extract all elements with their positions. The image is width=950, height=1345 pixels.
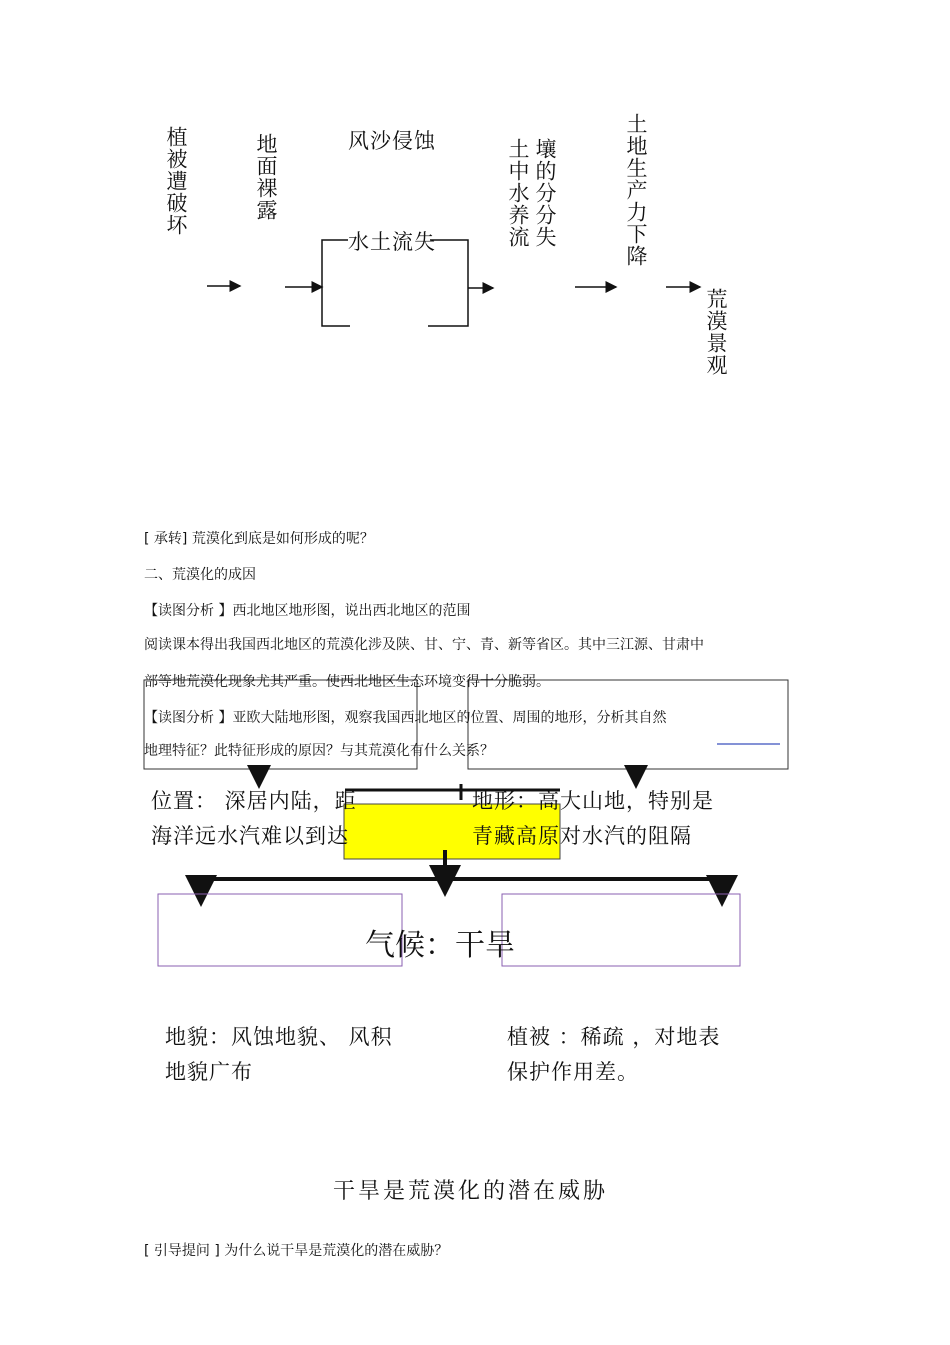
- paragraph-line-1: 阅读课本得出我国西北地区的荒漠化涉及陕、甘、宁、青、新等省区。其中三江源、甘肃中: [144, 637, 704, 653]
- analysis-prompt-1: 【读图分析 】西北地区地形图，说出西北地区的范围: [144, 603, 471, 619]
- flow-step-vegetation-destroyed: 植被遭破坏: [164, 126, 188, 236]
- flow-step-productivity-decline: 土地生产力下降: [624, 113, 648, 267]
- flow-bracket: [322, 240, 350, 326]
- paragraph-line-2: 部等地荒漠化现象尤其严重。使西北地区生态环境变得十分脆弱。: [144, 674, 550, 690]
- climate-label: 气候：干旱: [365, 928, 515, 963]
- flow-branch-wind-erosion: 风沙侵蚀: [348, 129, 436, 153]
- analysis-prompt-2-line2: 地理特征？此特征形成的原因？与其荒漠化有什么关系？: [144, 743, 494, 759]
- guide-question: [ 引导提问 ] 为什么说干旱是荒漠化的潜在威胁？: [144, 1243, 449, 1259]
- flow-branch-soil-loss: 水土流失: [348, 230, 436, 254]
- analysis-prompt-2-line1: 【读图分析 】亚欧大陆地形图，观察我国西北地区的位置、周围的地形，分析其自然: [144, 710, 667, 726]
- terrain-text-line2: 青藏高原对水汽的阻隔: [472, 824, 692, 848]
- flow-step-soil-nutrient-col1: 土中水养流: [506, 138, 530, 248]
- flow-step-bare-ground: 地面裸露: [254, 133, 278, 221]
- position-text-line1: 位置： 深居内陆，距: [151, 789, 357, 813]
- conclusion-heading: 干旱是荒漠化的潜在威胁: [333, 1179, 609, 1204]
- transition-text: [ 承转] 荒漠化到底是如何形成的呢？: [144, 531, 374, 547]
- flow-step-desert-landscape: 荒漠景观: [704, 288, 728, 376]
- flow-step-soil-nutrient-col2: 壤的分分失: [533, 138, 557, 248]
- landform-text-line2: 地貌广布: [165, 1060, 253, 1084]
- terrain-text-line1: 地形：高大山地，特别是: [472, 789, 714, 813]
- landform-text-line1: 地貌：风蚀地貌、 风积: [165, 1025, 393, 1049]
- vegetation-text-line2: 保护作用差。: [507, 1060, 639, 1084]
- section-heading: 二、荒漠化的成因: [144, 567, 256, 583]
- vegetation-text-line1: 植被 ：稀疏 ，对地表: [507, 1025, 721, 1049]
- position-text-line2: 海洋远水汽难以到达: [151, 824, 349, 848]
- vegetation-box: [502, 894, 740, 966]
